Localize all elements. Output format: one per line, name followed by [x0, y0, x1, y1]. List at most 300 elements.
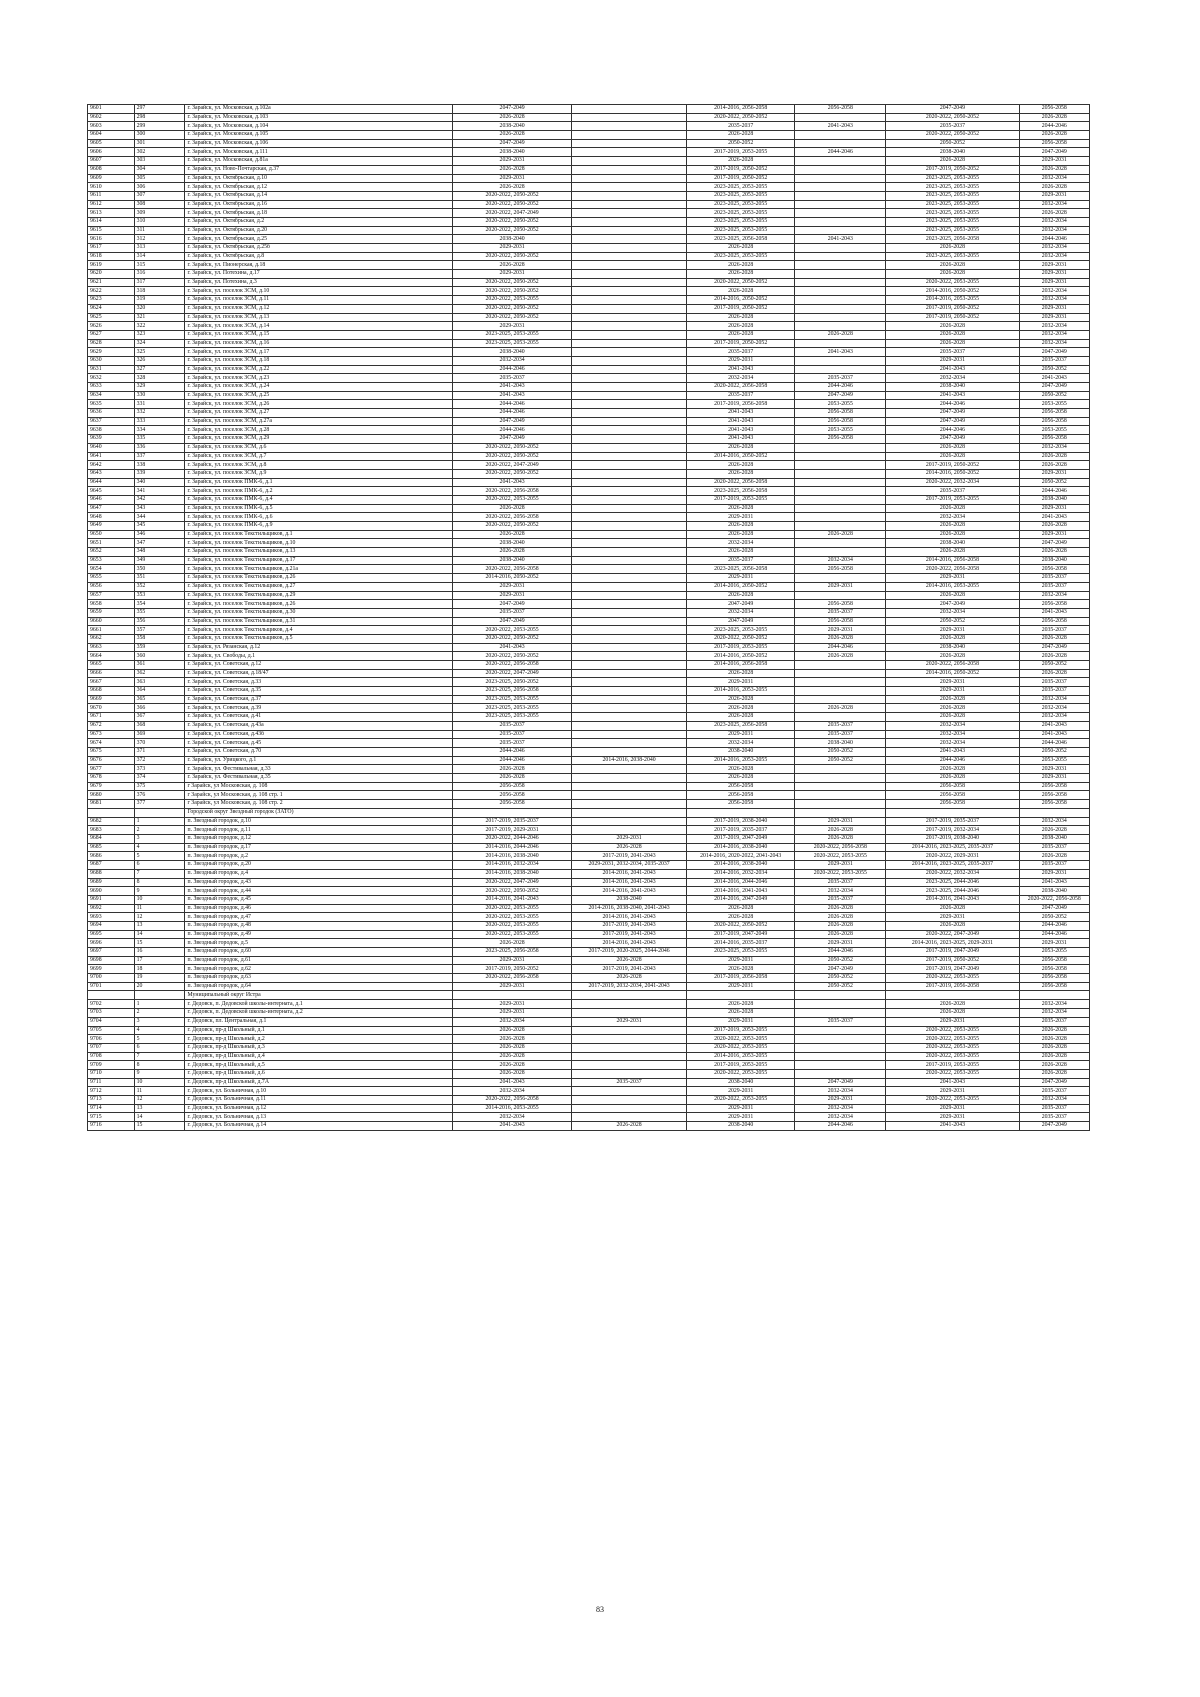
- cell-p1: 2038-2040: [453, 539, 572, 548]
- cell-code: 9610: [88, 183, 135, 192]
- cell-address: п. Звездный городок, д.63: [185, 974, 453, 983]
- cell-p2: [572, 226, 687, 235]
- cell-p2: [572, 200, 687, 209]
- table-row: [88, 191, 1090, 200]
- cell-p2: [572, 713, 687, 722]
- cell-address: г. Зарайск, ул. поселок Текстильщиков, д.5: [185, 634, 453, 643]
- cell-num: 327: [134, 365, 185, 374]
- cell-code: 9655: [88, 574, 135, 583]
- cell-address: г. Зарайск, ул. поселок ЗСМ, д.27а: [185, 417, 453, 426]
- cell-num: 11: [134, 1087, 185, 1096]
- cell-address: г. Зарайск, ул. поселок Текстильщиков, д.26: [185, 574, 453, 583]
- cell-p2: [572, 330, 687, 339]
- cell-p6: 2029-2031: [1019, 313, 1089, 322]
- cell-p5: 2047-2049: [886, 409, 1019, 418]
- cell-p2: 2038-2040: [572, 895, 687, 904]
- cell-p6: 2035-2037: [1019, 356, 1089, 365]
- cell-p1: 2029-2031: [453, 157, 572, 166]
- cell-code: 9681: [88, 800, 135, 809]
- cell-p1: 2029-2031: [453, 270, 572, 279]
- cell-code: 9667: [88, 678, 135, 687]
- cell-address: г. Дедовск, пр-д Школьный, д.3: [185, 1043, 453, 1052]
- cell-p6: 2032-2034: [1019, 252, 1089, 261]
- cell-code: 9697: [88, 948, 135, 957]
- cell-p3: 2014-2016, 2053-2055: [687, 687, 795, 696]
- cell-p2: [572, 113, 687, 122]
- cell-code: 9609: [88, 174, 135, 183]
- cell-p1: 2044-2046: [453, 426, 572, 435]
- cell-p4: 2029-2031: [795, 582, 886, 591]
- cell-p2: [572, 721, 687, 730]
- cell-p5: 2026-2028: [886, 322, 1019, 331]
- cell-p1: 2026-2028: [453, 261, 572, 270]
- cell-address: г. Зарайск, ул. поселок ЗСМ, д.16: [185, 339, 453, 348]
- cell-p3: 2026-2028: [687, 704, 795, 713]
- cell-p5: 2014-2016, 2041-2043: [886, 895, 1019, 904]
- cell-code: 9615: [88, 226, 135, 235]
- table-row: [88, 548, 1090, 557]
- cell-p5: 2017-2019, 2050-2052: [886, 956, 1019, 965]
- cell-p3: 2026-2028: [687, 443, 795, 452]
- cell-p4: 2035-2037: [795, 730, 886, 739]
- cell-p6: 2032-2034: [1019, 217, 1089, 226]
- cell-address: г. Зарайск, ул. поселок ЗСМ, д.7: [185, 452, 453, 461]
- cell-p1: 2032-2034: [453, 1113, 572, 1122]
- cell-p1: 2014-2016, 2038-2040: [453, 852, 572, 861]
- cell-code: 9678: [88, 773, 135, 782]
- cell-address: п. Звездный городок, д.4: [185, 869, 453, 878]
- table-row: [88, 617, 1090, 626]
- cell-p4: [795, 782, 886, 791]
- cell-p3: 2026-2028: [687, 1000, 795, 1009]
- cell-p4: [795, 591, 886, 600]
- cell-code: 9693: [88, 913, 135, 922]
- cell-num: 11: [134, 904, 185, 913]
- cell-code: 9715: [88, 1113, 135, 1122]
- cell-num: 4: [134, 1026, 185, 1035]
- cell-p2: 2014-2016, 2041-2043: [572, 913, 687, 922]
- cell-p5: 2026-2028: [886, 1009, 1019, 1018]
- cell-p6: 2041-2043: [1019, 721, 1089, 730]
- section-row: [88, 808, 1090, 817]
- cell-p1: 2026-2028: [453, 165, 572, 174]
- cell-p5: 2026-2028: [886, 530, 1019, 539]
- cell-p2: [572, 678, 687, 687]
- cell-p2: [572, 105, 687, 114]
- cell-address: г. Дедовск, пр-д Школьный, д.6: [185, 1069, 453, 1078]
- cell-p5: 2032-2034: [886, 730, 1019, 739]
- cell-address: г. Зарайск, ул. Октябрьская, д.12: [185, 183, 453, 192]
- cell-p5: 2035-2037: [886, 487, 1019, 496]
- cell-p1: 2038-2040: [453, 148, 572, 157]
- cell-p4: [795, 131, 886, 140]
- cell-p3: 2038-2040: [687, 747, 795, 756]
- cell-p4: [795, 339, 886, 348]
- cell-p5: 2023-2025, 2053-2055: [886, 200, 1019, 209]
- cell-p5: 2050-2052: [886, 617, 1019, 626]
- cell-p6: 2032-2034: [1019, 1000, 1089, 1009]
- cell-p4: [795, 1069, 886, 1078]
- cell-p2: [572, 695, 687, 704]
- cell-p2: [572, 687, 687, 696]
- cell-address: г. Зарайск, ул. поселок Текстильщиков, д.4: [185, 626, 453, 635]
- cell-address: г. Зарайск, ул. Потехина, д.17: [185, 270, 453, 279]
- cell-p4: 2053-2055: [795, 400, 886, 409]
- cell-code: 9644: [88, 478, 135, 487]
- cell-p5: 2023-2025, 2044-2046: [886, 878, 1019, 887]
- cell-p5: 2014-2016, 2050-2052: [886, 287, 1019, 296]
- cell-p2: [572, 513, 687, 522]
- cell-address: г. Зарайск, ул. поселок ЗСМ, д.12: [185, 304, 453, 313]
- cell-p3: 2029-2031: [687, 678, 795, 687]
- cell-p5: 2044-2046: [886, 426, 1019, 435]
- cell-p5: 2014-2016, 2023-2025, 2035-2037: [886, 843, 1019, 852]
- cell-code: 9713: [88, 1096, 135, 1105]
- cell-code: [88, 808, 135, 817]
- cell-p4: 2056-2058: [795, 617, 886, 626]
- cell-code: 9639: [88, 435, 135, 444]
- cell-code: [88, 991, 135, 1000]
- cell-p3: 2026-2028: [687, 548, 795, 557]
- cell-code: 9628: [88, 339, 135, 348]
- cell-address: г. Зарайск, ул. Советская, д.18/47: [185, 669, 453, 678]
- cell-address: г. Зарайск, ул. поселок ЗСМ, д.8: [185, 461, 453, 470]
- cell-num: 13: [134, 921, 185, 930]
- cell-p5: 2056-2058: [886, 782, 1019, 791]
- cell-p4: [795, 1000, 886, 1009]
- cell-num: 360: [134, 652, 185, 661]
- cell-p2: [572, 469, 687, 478]
- cell-p2: [572, 808, 687, 817]
- table-row: [88, 695, 1090, 704]
- cell-p6: 2026-2028: [1019, 548, 1089, 557]
- cell-p1: 2020-2022, 2050-2052: [453, 278, 572, 287]
- cell-p1: 2023-2025, 2053-2055: [453, 330, 572, 339]
- cell-address: г. Зарайск, ул. Советская, д.35: [185, 687, 453, 696]
- cell-p6: 2026-2028: [1019, 1043, 1089, 1052]
- table-row: [88, 1000, 1090, 1009]
- cell-p2: 2017-2019, 2041-2043: [572, 965, 687, 974]
- cell-p1: 2041-2043: [453, 383, 572, 392]
- cell-num: 361: [134, 661, 185, 670]
- cell-num: 307: [134, 191, 185, 200]
- cell-p2: [572, 1113, 687, 1122]
- cell-p4: 2047-2049: [795, 391, 886, 400]
- cell-p5: 2014-2016, 2050-2052: [886, 669, 1019, 678]
- cell-p5: 2017-2019, 2050-2052: [886, 165, 1019, 174]
- cell-num: 302: [134, 148, 185, 157]
- cell-p3: 2029-2031: [687, 730, 795, 739]
- cell-p4: [795, 217, 886, 226]
- cell-address: г. Зарайск, ул. поселок ЗСМ, д.18: [185, 356, 453, 365]
- cell-address: г. Дедовск, ул. Больничная, д.14: [185, 1122, 453, 1131]
- cell-code: 9689: [88, 878, 135, 887]
- cell-code: 9643: [88, 469, 135, 478]
- cell-address: п. Звездный городок, д.2: [185, 852, 453, 861]
- cell-code: 9620: [88, 270, 135, 279]
- cell-p3: 2032-2034: [687, 608, 795, 617]
- cell-p5: 2041-2043: [886, 747, 1019, 756]
- table-row: [88, 339, 1090, 348]
- cell-code: 9626: [88, 322, 135, 331]
- cell-code: 9603: [88, 122, 135, 131]
- cell-p6: 2044-2046: [1019, 487, 1089, 496]
- cell-address: п. Звездный городок, д.46: [185, 904, 453, 913]
- cell-p5: 2017-2019, 2047-2049: [886, 965, 1019, 974]
- cell-p3: 2056-2058: [687, 791, 795, 800]
- cell-address: Муниципальный округ Истра: [185, 991, 453, 1000]
- cell-p1: 2026-2028: [453, 131, 572, 140]
- cell-p3: 2014-2016, 2035-2037: [687, 939, 795, 948]
- cell-address: г. Зарайск, ул. поселок Текстильщиков, д.21а: [185, 565, 453, 574]
- cell-code: 9691: [88, 895, 135, 904]
- cell-p3: 2020-2022, 2050-2052: [687, 634, 795, 643]
- cell-p3: 2026-2028: [687, 330, 795, 339]
- cell-num: 5: [134, 1035, 185, 1044]
- cell-p1: 2014-2016, 2053-2055: [453, 1104, 572, 1113]
- cell-p2: [572, 522, 687, 531]
- table-row: [88, 487, 1090, 496]
- cell-p5: 2047-2049: [886, 435, 1019, 444]
- cell-p5: 2038-2040: [886, 383, 1019, 392]
- cell-p1: 2020-2022, 2050-2052: [453, 217, 572, 226]
- cell-code: 9711: [88, 1078, 135, 1087]
- cell-num: 334: [134, 426, 185, 435]
- cell-address: г. Дедовск, пл. Центральная, д.1: [185, 1017, 453, 1026]
- table-row: [88, 1052, 1090, 1061]
- cell-p5: 2041-2043: [886, 391, 1019, 400]
- cell-p6: 2056-2058: [1019, 600, 1089, 609]
- cell-p4: [795, 687, 886, 696]
- cell-num: 340: [134, 478, 185, 487]
- cell-p4: 2020-2022, 2053-2055: [795, 869, 886, 878]
- cell-p5: 2047-2049: [886, 105, 1019, 114]
- cell-p2: [572, 478, 687, 487]
- cell-p6: 2029-2031: [1019, 765, 1089, 774]
- table-row: [88, 739, 1090, 748]
- table-row: [88, 139, 1090, 148]
- cell-p2: 2014-2016, 2041-2043: [572, 939, 687, 948]
- cell-p6: 2032-2034: [1019, 1009, 1089, 1018]
- cell-p2: [572, 452, 687, 461]
- cell-p1: 2035-2037: [453, 730, 572, 739]
- cell-p2: [572, 643, 687, 652]
- cell-p2: 2017-2019, 2041-2043: [572, 930, 687, 939]
- cell-address: г. Зарайск, ул. поселок Текстильщиков, д.30: [185, 608, 453, 617]
- table-row: [88, 1026, 1090, 1035]
- cell-code: 9710: [88, 1069, 135, 1078]
- cell-p1: 2047-2049: [453, 417, 572, 426]
- cell-num: 328: [134, 374, 185, 383]
- cell-code: 9708: [88, 1052, 135, 1061]
- cell-p2: 2026-2028: [572, 956, 687, 965]
- cell-num: 357: [134, 626, 185, 635]
- cell-code: 9613: [88, 209, 135, 218]
- cell-p4: [795, 304, 886, 313]
- table-row: [88, 765, 1090, 774]
- table-row: [88, 252, 1090, 261]
- cell-p2: [572, 356, 687, 365]
- cell-p3: 2020-2022, 2053-2055: [687, 1043, 795, 1052]
- cell-p2: [572, 252, 687, 261]
- cell-p3: 2035-2037: [687, 122, 795, 131]
- cell-address: г. Дедовск, ул. Больничная, д.13: [185, 1113, 453, 1122]
- cell-p6: 2026-2028: [1019, 669, 1089, 678]
- cell-p5: 2023-2025, 2053-2055: [886, 252, 1019, 261]
- table-row: [88, 105, 1090, 114]
- cell-p5: 2020-2022, 2056-2058: [886, 661, 1019, 670]
- cell-code: 9646: [88, 495, 135, 504]
- cell-p5: 2026-2028: [886, 270, 1019, 279]
- cell-p3: 2017-2019, 2047-2049: [687, 930, 795, 939]
- cell-code: 9680: [88, 791, 135, 800]
- cell-p1: 2020-2022, 2053-2055: [453, 296, 572, 305]
- cell-p3: 2026-2028: [687, 773, 795, 782]
- cell-p4: 2026-2028: [795, 930, 886, 939]
- cell-num: 314: [134, 252, 185, 261]
- cell-p3: 2020-2022, 2053-2055: [687, 1069, 795, 1078]
- cell-p2: [572, 409, 687, 418]
- cell-p4: [795, 669, 886, 678]
- cell-p6: 2029-2031: [1019, 278, 1089, 287]
- cell-p4: 2029-2031: [795, 861, 886, 870]
- table-row: [88, 556, 1090, 565]
- cell-num: 317: [134, 278, 185, 287]
- cell-p6: 2041-2043: [1019, 608, 1089, 617]
- cell-code: 9647: [88, 504, 135, 513]
- cell-p2: [572, 634, 687, 643]
- cell-code: 9652: [88, 548, 135, 557]
- cell-p2: [572, 209, 687, 218]
- cell-num: 368: [134, 721, 185, 730]
- cell-num: 320: [134, 304, 185, 313]
- cell-p3: 2017-2019, 2050-2052: [687, 165, 795, 174]
- cell-address: г. Зарайск, ул. поселок Текстильщиков, д.17: [185, 556, 453, 565]
- cell-address: г. Зарайск, ул. поселок ЗСМ, д.27: [185, 409, 453, 418]
- cell-p2: [572, 122, 687, 131]
- cell-p5: 2017-2019, 2056-2058: [886, 982, 1019, 991]
- cell-num: 365: [134, 695, 185, 704]
- cell-num: 341: [134, 487, 185, 496]
- cell-address: г. Зарайск, ул. Советская, д.43а: [185, 721, 453, 730]
- cell-p4: 2056-2058: [795, 435, 886, 444]
- cell-p1: 2020-2022, 2047-2049: [453, 878, 572, 887]
- table-row: [88, 409, 1090, 418]
- cell-p4: 2047-2049: [795, 965, 886, 974]
- cell-num: 6: [134, 861, 185, 870]
- cell-code: 9638: [88, 426, 135, 435]
- cell-p2: [572, 608, 687, 617]
- cell-num: 318: [134, 287, 185, 296]
- cell-p1: 2038-2040: [453, 122, 572, 131]
- cell-p3: 2017-2019, 2056-2058: [687, 974, 795, 983]
- cell-p1: 2020-2022, 2053-2055: [453, 626, 572, 635]
- cell-p6: 2041-2043: [1019, 374, 1089, 383]
- cell-p4: 2026-2028: [795, 704, 886, 713]
- cell-num: 18: [134, 965, 185, 974]
- cell-p2: [572, 244, 687, 253]
- cell-p3: 2014-2016, 2053-2055: [687, 1052, 795, 1061]
- cell-p4: [795, 1026, 886, 1035]
- cell-p4: 2050-2052: [795, 956, 886, 965]
- table-row: [88, 939, 1090, 948]
- table-row: [88, 1104, 1090, 1113]
- table-row: [88, 226, 1090, 235]
- cell-p4: [795, 800, 886, 809]
- table-row: [88, 522, 1090, 531]
- cell-code: 9668: [88, 687, 135, 696]
- cell-p4: 2056-2058: [795, 409, 886, 418]
- table-row: [88, 235, 1090, 244]
- cell-code: 9702: [88, 1000, 135, 1009]
- cell-p5: 2041-2043: [886, 1122, 1019, 1131]
- cell-address: г. Зарайск, ул. поселок ЗСМ, д.6: [185, 443, 453, 452]
- cell-p3: 2020-2022, 2053-2055: [687, 1096, 795, 1105]
- cell-code: 9677: [88, 765, 135, 774]
- cell-code: 9712: [88, 1087, 135, 1096]
- cell-p3: 2026-2028: [687, 461, 795, 470]
- cell-p3: 2035-2037: [687, 556, 795, 565]
- table-row: [88, 469, 1090, 478]
- cell-p4: 2050-2052: [795, 756, 886, 765]
- table-row: [88, 704, 1090, 713]
- cell-num: 310: [134, 217, 185, 226]
- cell-address: г. Зарайск, ул. Советская, д.39: [185, 704, 453, 713]
- table-row: [88, 1061, 1090, 1070]
- cell-p5: 2020-2022, 2053-2055: [886, 1096, 1019, 1105]
- cell-p1: 2044-2046: [453, 409, 572, 418]
- table-row: [88, 356, 1090, 365]
- cell-p3: 2020-2022, 2050-2052: [687, 113, 795, 122]
- cell-p3: 2029-2031: [687, 1113, 795, 1122]
- cell-p3: 2017-2019, 2050-2052: [687, 304, 795, 313]
- cell-p1: 2041-2043: [453, 1122, 572, 1131]
- cell-p2: [572, 556, 687, 565]
- cell-p6: 2047-2049: [1019, 904, 1089, 913]
- cell-p1: 2029-2031: [453, 322, 572, 331]
- table-row: [88, 174, 1090, 183]
- cell-code: 9698: [88, 956, 135, 965]
- cell-p6: 2047-2049: [1019, 348, 1089, 357]
- cell-address: г. Зарайск, ул. поселок ПМК-6, д.1: [185, 478, 453, 487]
- cell-p6: 2029-2031: [1019, 191, 1089, 200]
- cell-code: 9679: [88, 782, 135, 791]
- cell-p6: 2032-2034: [1019, 817, 1089, 826]
- cell-p4: 2035-2037: [795, 721, 886, 730]
- cell-p1: 2044-2046: [453, 747, 572, 756]
- cell-code: 9608: [88, 165, 135, 174]
- cell-p1: 2017-2019, 2035-2037: [453, 817, 572, 826]
- cell-p1: 2026-2028: [453, 1069, 572, 1078]
- cell-num: 3: [134, 1017, 185, 1026]
- cell-address: п. Звездный городок, д.43: [185, 878, 453, 887]
- cell-num: 14: [134, 930, 185, 939]
- cell-p2: 2014-2016, 2041-2043: [572, 869, 687, 878]
- cell-p1: 2020-2022, 2053-2055: [453, 495, 572, 504]
- cell-num: 356: [134, 617, 185, 626]
- cell-address: п. Звездный городок, д.12: [185, 835, 453, 844]
- cell-code: 9663: [88, 643, 135, 652]
- cell-p4: [795, 139, 886, 148]
- cell-p6: 2056-2058: [1019, 139, 1089, 148]
- cell-code: 9633: [88, 383, 135, 392]
- cell-p3: 2026-2028: [687, 1009, 795, 1018]
- cell-address: г. Зарайск, ул. поселок ПМК-6, д.6: [185, 513, 453, 522]
- cell-p4: [795, 469, 886, 478]
- cell-code: 9660: [88, 617, 135, 626]
- cell-p1: 2029-2031: [453, 174, 572, 183]
- cell-p4: [795, 661, 886, 670]
